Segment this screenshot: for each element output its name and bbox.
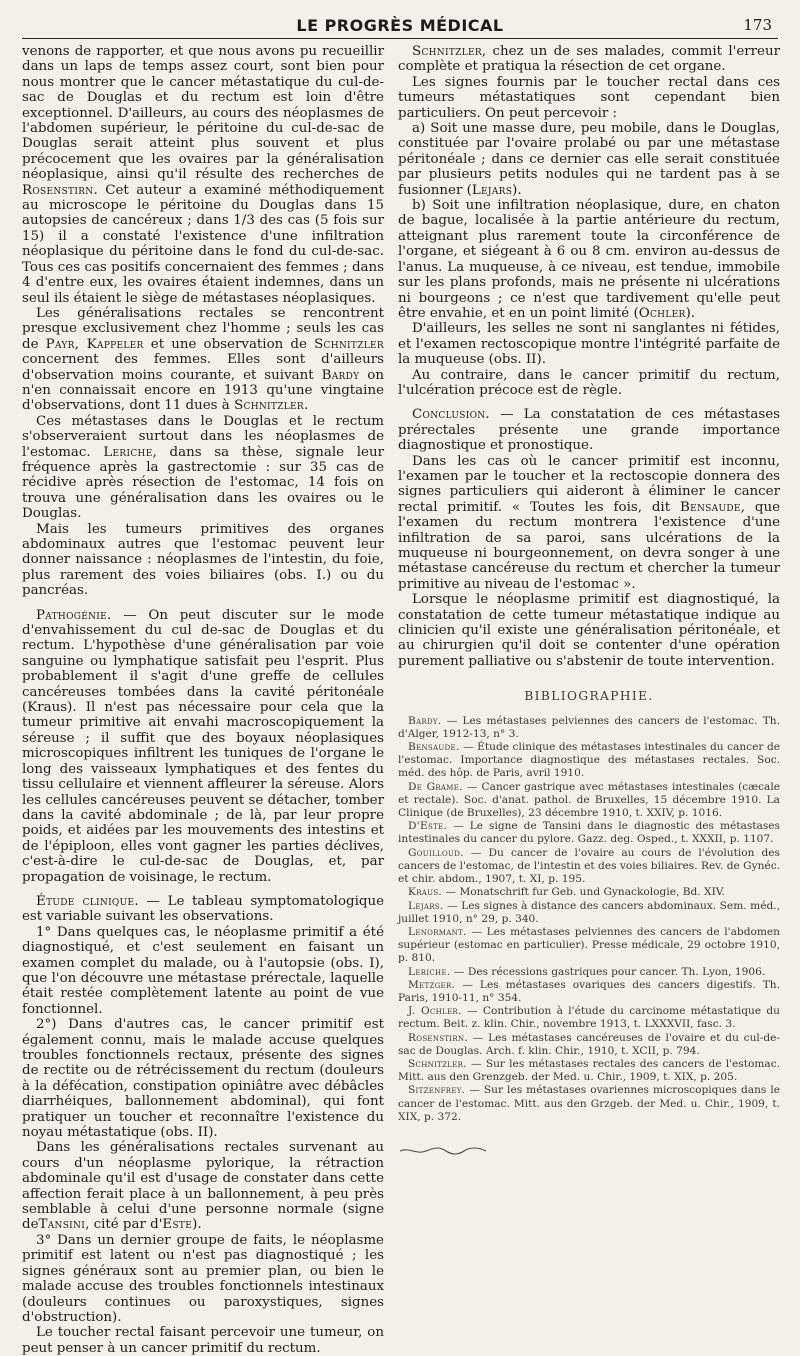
bibliography-text: — Les métastases ovariques des cancers digestifs. Th. Paris, 1910-11, n° 354.	[398, 978, 780, 1004]
bibliography-list	[398, 715, 780, 1124]
bibliography-author: Schnitzler.	[408, 1057, 467, 1070]
bibliography-author: Lejars.	[408, 899, 444, 912]
page-header	[22, 14, 778, 39]
paragraph: Dans les généralisations rectales survenant au cours d'un néoplasme pylorique, la rétraction abdominale qu'il est d'usage de constater dans cette affection ferait place à un ballonnement, à peu près semblable à celui d'une personne normale (signe deTansini, cité par d'Este).	[22, 1140, 384, 1233]
bibliography-entry	[398, 781, 780, 821]
paragraph: 1° Dans quelques cas, le néoplasme primitif a été diagnostiqué, et c'est seulement en faisant un examen complet du malade, ou à l'autopsie (obs. I), que l'on découvre une métastase prérectale, laquelle était restée complètement latente au point de vue fonctionnel.	[22, 924, 384, 1017]
bibliography-text: — Monatschrift fur Geb. und Gynackologie, Bd. XIV.	[442, 886, 725, 899]
bibliography-entry	[398, 847, 780, 887]
paragraph: a) Soit une masse dure, peu mobile, dans le Douglas, constituée par l'ovaire prolabé ou par une métastase péritonéale ; dans ce dernier cas elle serait constituée par plusieurs petits nodules qui ne tardent pas à se fusionner (Lejars).	[398, 121, 780, 198]
bibliography-text: — Cancer gastrique avec métastases intestinales (cæcale et rectale). Soc. d'anat. pathol. de Bruxelles, 15 décembre 1910. La Clinique (de Bruxelles), 23 décembre 1910, t. XXIV, p. 1016.	[398, 780, 780, 820]
bibliography-title: BIBLIOGRAPHIE.	[524, 689, 654, 704]
bibliography-text: — Les métastases cancéreuses de l'ovaire et du cul-de-sac de Douglas. Arch. f. klin. Chir., 1910, t. XCII, p. 794.	[398, 1031, 780, 1057]
decorative-flourish-icon	[398, 1146, 488, 1156]
paragraph: Lorsque le néoplasme primitif est diagnostiqué, la constatation de cette tumeur métastatique indique au clinicien qu'il existe une généralisation péritonéale, et au chirurgien qu'il doit se contenter d'une opération purement palliative ou s'abstenir de toute intervention.	[398, 592, 780, 669]
bibliography-author: De Grame.	[408, 780, 463, 793]
bibliography-text: — Du cancer de l'ovaire au cours de l'évolution des cancers de l'estomac, de l'intestin et des voies biliaires. Rev. de Gynéc. et chir. abdom., 1907, t. XI, p. 195.	[398, 846, 780, 886]
bibliography-author: D'Este.	[408, 820, 448, 833]
paragraph-pathogenie: Pathogénie. — On peut discuter sur le mode d'envahissement du cul de-sac de Douglas et du rectum. L'hypothèse d'une généralisation par voie sanguine ou lymphatique satisfait peu l'esprit. Plus probablement il s'agit d'une greffe de cellules cancéreuses tombées dans la cavité péritonéale (Kraus). Il n'est pas nécessaire pour cela que la tumeur primitive ait envahi macroscopiquement la séreuse ; il suffit que des boyaux néoplasiques microscopiques infiltrent les tuniques de l'organe le long des vaisseaux lymphatiques et des fentes du tissu cellulaire et viennent affleurer la séreuse. Alors les cellules cancéreuses peuvent se détacher, tomber dans la cavité abdominale ; de là, par leur propre poids, et aidées par les mouvements des intestins et de l'épiploon, elles vont gagner les parties déclives, c'est-à-dire le cul-de-sac de Douglas, et, par propagation de voisinage, le rectum.	[22, 607, 385, 885]
bibliography-entry	[398, 1058, 780, 1084]
paragraph: b) Soit une infiltration néoplasique, dure, en chaton de bague, localisée à la partie antérieure du rectum, atteignant plus rarement toute la circonférence de l'organe, et siégeant à 6 ou 8 cm. environ au-dessus de l'anus. La muqueuse, à ce niveau, est tendue, immobile sur les plans profonds, mais ne présente ni ulcérations ni bourgeons ; ce n'est que tardivement qu'elle peut être envahie, et en un point limité (Ochler).	[398, 198, 780, 321]
paragraph: D'ailleurs, les selles ne sont ni sanglantes ni fétides, et l'examen rectoscopique montre l'intégrité parfaite de la muqueuse (obs. II).	[398, 321, 780, 368]
paragraph: Dans les cas où le cancer primitif est inconnu, l'examen par le toucher et la rectoscopie donnera des signes particuliers qui aideront à éliminer le cancer rectal primitif. « Toutes les fois, dit Bensaude, que l'examen du rectum montrera l'existence d'une infiltration de sa paroi, sans ulcérations de la muqueuse ni bourgeonnement, on devra songer à une métastase cancéreuse du rectum et chercher la tumeur primitive au niveau de l'estomac ».	[398, 453, 780, 592]
bibliography-text: — Les métastases pelviennes des cancers de l'estomac. Th. d'Alger, 1912-13, n° 3.	[398, 714, 780, 740]
bibliography-author: Rosenstirn.	[408, 1031, 469, 1044]
bibliography-entry	[398, 979, 780, 1005]
bibliography-author: Kraus.	[408, 886, 443, 899]
bibliography-text: — Contribution à l'étude du carcinome métastatique du rectum. Beit. z. klin. Chir., novembre 1913, t. LXXXVII, fasc. 3.	[398, 1005, 781, 1031]
paragraph-conclusion: Conclusion. — La constatation de ces métastases prérectales présente une grande importance diagnostique et pronostique.	[398, 407, 780, 454]
bibliography-entry	[398, 886, 780, 899]
paragraph: Les signes fournis par le toucher rectal dans ces tumeurs métastatiques sont cependant bien particuliers. On peut percevoir :	[398, 74, 780, 121]
bibliography-author: Sitzenfrey.	[408, 1084, 466, 1097]
bibliography-author: Bardy.	[408, 714, 442, 727]
bibliography-author: Metzger.	[408, 978, 456, 991]
bibliography-entry	[398, 1005, 780, 1031]
bibliography-entry	[398, 820, 780, 846]
bibliography-entry	[398, 1032, 780, 1058]
paragraph: Schnitzler, chez un de ses malades, commit l'erreur complète et pratiqua la résection de cet organe.	[398, 44, 780, 75]
paragraph: 3° Dans un dernier groupe de faits, le néoplasme primitif est latent ou n'est pas diagnostiqué ; les signes généraux sont au premier plan, ou bien le malade accuse des troubles fonctionnels intestinaux (douleurs continues ou paroxystiques, signes d'obstruction).	[22, 1232, 384, 1325]
bibliography-entry	[398, 741, 780, 781]
bibliography-entry	[398, 926, 780, 966]
paragraph: Mais les tumeurs primitives des organes abdominaux autres que l'estomac peuvent leur donner naissance : néoplasmes de l'intestin, du foie, plus rarement des voies biliaires (obs. I.) ou du pancréas.	[22, 521, 384, 599]
paragraph: Les généralisations rectales se rencontrent presque exclusivement chez l'homme ; seuls les cas de Payr, Kappeler et une observation de Schnitzler concernent des femmes. Elles sont d'ailleurs d'observation moins courante, et suivant Bardy on n'en connaissait encore en 1913 qu'une vingtaine d'observations, dont 11 dues à Schnitzler.	[22, 305, 384, 414]
paragraph: Ces métastases dans le Douglas et le rectum s'observeraient surtout dans les néoplasmes de l'estomac. Leriche, dans sa thèse, signale leur fréquence après la gastrectomie : sur 35 cas de récidive après résection de l'estomac, 14 fois on trouva une généralisation dans les ovaires ou le Douglas.	[22, 413, 385, 522]
bibliography-author: Leriche.	[408, 965, 451, 978]
bibliography-entry	[398, 966, 780, 979]
bibliography-author: Bensaude.	[408, 741, 460, 754]
right-column	[398, 44, 780, 1160]
journal-title: LE PROGRÈS MÉDICAL	[296, 16, 504, 35]
bibliography-text: — Le signe de Tansini dans le diagnostic des métastases intestinales du cancer du pylore. Gazz. deg. Osped., t. XXXII, p. 1107.	[398, 820, 780, 846]
bibliography-author: J. Ochler.	[408, 1005, 462, 1018]
bibliography-author: Gouilloud.	[408, 846, 464, 859]
paragraph: Le toucher rectal faisant percevoir une tumeur, on peut penser à un cancer primitif du rectum.	[22, 1325, 384, 1356]
bibliography-entry	[398, 715, 780, 741]
bibliography-text: — Sur les métastases rectales des cancers de l'estomac. Mitt. aus den Grenzgeb. der Med. u. Chir., 1909, t. XIX, p. 205.	[398, 1057, 780, 1084]
paragraph: 2°) Dans d'autres cas, le cancer primitif est également connu, mais le malade accuse quelques troubles fonctionnels rectaux, présente des signes de rectite ou de rétrécissement du rectum (douleurs à la défécation, constipation opiniâtre avec débâcles diarrhéiques, ballonnement abdominal), qui font pratiquer un toucher et reconnaître l'existence du noyau métastatique (obs. II).	[22, 1017, 384, 1141]
bibliography-text: — Les signes à distance des cancers abdominaux. Sem. méd., juillet 1910, n° 29, p. 340.	[398, 899, 780, 925]
bibliography-entry	[398, 900, 780, 926]
bibliography-entry	[398, 1084, 780, 1124]
paragraph-etude-clinique: Étude clinique. — Le tableau symptomatologique est variable suivant les observations.	[22, 893, 384, 925]
paragraph: venons de rapporter, et que nous avons pu recueillir dans un laps de temps assez court, sont bien pour nous montrer que le cancer métastatique du cul-de-sac de Douglas et du rectum est loin d'être exceptionnel. D'ailleurs, au cours des néoplasmes de l'abdomen supérieur, le péritoine du cul-de-sac de Douglas serait atteint plus souvent et plus précocement que les ovaires par la généralisation néoplasique, ainsi qu'il résulte des recherches de Rosenstirn. Cet auteur a examiné méthodiquement au microscope le péritoine du Douglas dans 15 autopsies de cancéreux ; dans 1/3 des cas (5 fois sur 15) il a constaté l'existence d'une infiltration néoplasique du péritoine dans le fond du cul-de-sac. Tous ces cas positifs concernaient des femmes ; dans 4 d'entre eux, les ovaires étaient indemnes, dans un seul ils étaient le siège de métastases néoplasiques.	[22, 44, 384, 306]
page-number: 173	[743, 16, 772, 34]
bibliography-author: Lenormant.	[408, 925, 467, 938]
bibliography-text: — Étude clinique des métastases intestinales du cancer de l'estomac. Importance diagnostique des métastases rectales. Soc. méd. des hôp. de Paris, avril 1910.	[398, 741, 780, 780]
left-column	[22, 44, 384, 1356]
bibliography-text: — Les métastases pelviennes des cancers de l'abdomen supérieur (estomac en particulier). Presse médicale, 29 octobre 1910, p. 810.	[398, 925, 780, 965]
paragraph: Au contraire, dans le cancer primitif du rectum, l'ulcération précoce est de règle.	[398, 367, 780, 398]
bibliography-text: — Sur les métastases ovariennes microscopiques dans le cancer de l'estomac. Mitt. aus den Grzgeb. der Med. u. Chir., 1909, t. XIX, p. 372.	[398, 1084, 780, 1123]
bibliography-text: — Des récessions gastriques pour cancer. Th. Lyon, 1906.	[450, 965, 766, 978]
